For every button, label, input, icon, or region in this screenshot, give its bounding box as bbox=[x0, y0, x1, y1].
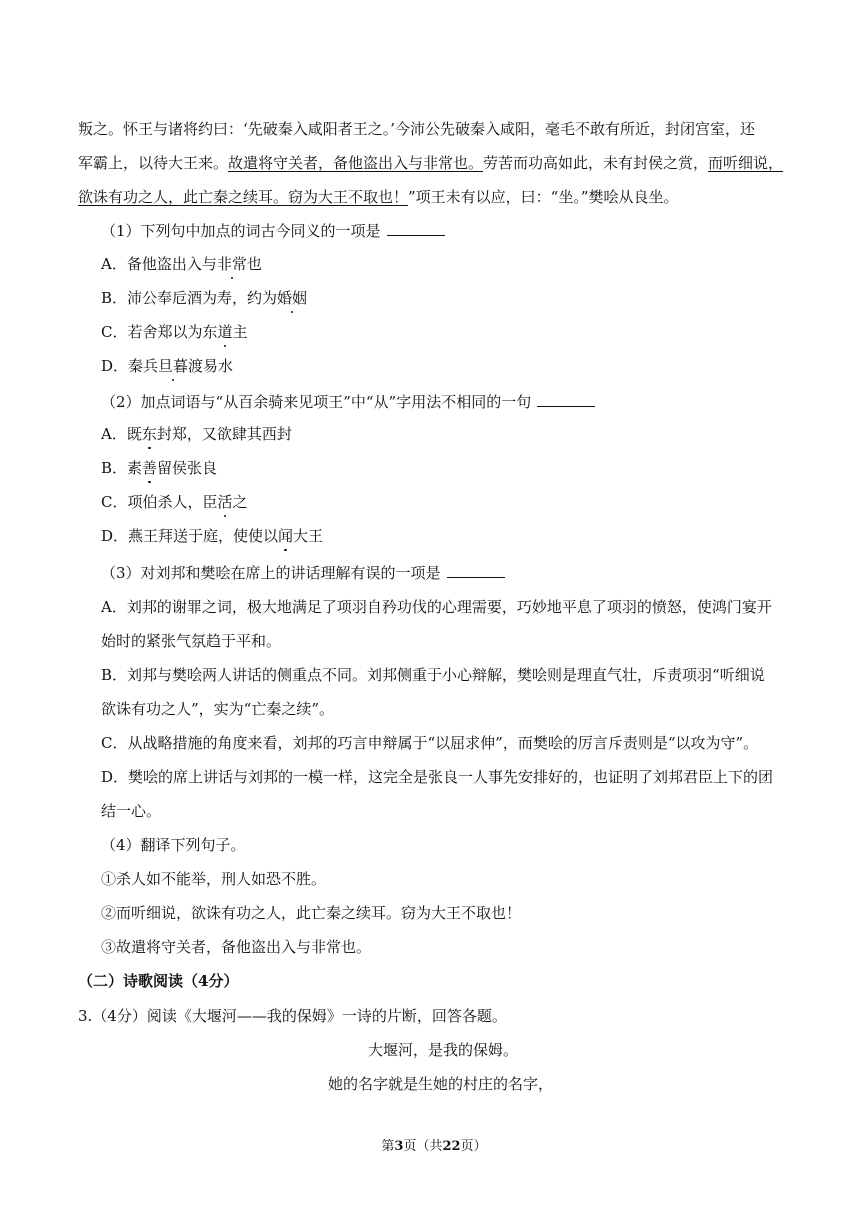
option-text: D．秦兵 bbox=[101, 357, 159, 375]
question-stem: （4）翻译下列句子。 bbox=[101, 836, 246, 854]
passage-line-1 bbox=[78, 119, 755, 139]
passage-line-3 bbox=[78, 187, 679, 207]
option-text: 留侯张良 bbox=[157, 459, 218, 477]
section-heading bbox=[78, 971, 238, 991]
q2-option-c bbox=[101, 492, 248, 512]
page-total: 22 bbox=[442, 1139, 461, 1154]
q2-stem bbox=[101, 392, 595, 412]
q1-stem bbox=[101, 221, 445, 241]
footer-text: 页） bbox=[460, 1139, 487, 1154]
option-text: A．备他盗出入与 bbox=[101, 255, 217, 273]
q4-sentence-2 bbox=[101, 903, 521, 923]
page-number: 3 bbox=[394, 1139, 404, 1154]
footer-text: 页（共 bbox=[403, 1139, 443, 1154]
dotted-word: 非常 bbox=[216, 255, 247, 273]
translate-sentence: ③故遣将守关者，备他盗出入与非常也。 bbox=[101, 938, 372, 956]
q3-option-b-line-1 bbox=[101, 665, 765, 685]
option-text: D．樊哙的席上讲话与刘邦的一模一样，这完全是张良一人事先安排好的，也证明了刘邦君臣上下的团 bbox=[101, 768, 774, 786]
answer-blank[interactable] bbox=[537, 392, 595, 407]
dotted-word: 婚姻 bbox=[277, 289, 308, 307]
q4-sentence-3 bbox=[101, 937, 371, 957]
q3-option-a-line-2 bbox=[101, 631, 281, 651]
option-text: 封郑，又欲肆其西封 bbox=[156, 425, 292, 443]
passage-text: 军霸上，以待大王来。 bbox=[78, 154, 229, 172]
section-title: （二）诗歌阅读（4分） bbox=[78, 972, 239, 990]
q3-option-c-line-1 bbox=[101, 733, 758, 753]
q3-option-a-line-1 bbox=[101, 597, 772, 617]
dotted-word: 东道主 bbox=[202, 323, 248, 341]
option-text: 始时的紧张气氛趋于平和。 bbox=[101, 632, 282, 650]
question-3-intro bbox=[78, 1006, 507, 1026]
underlined-sentence: 欲诛有功之人，此亡秦之续耳。窃为大王不取也！ bbox=[78, 188, 409, 206]
q2-option-b bbox=[101, 458, 217, 478]
translate-sentence: ①杀人如不能举，刑人如恐不胜。 bbox=[101, 870, 327, 888]
q3-option-d-line-2 bbox=[101, 801, 161, 821]
question-stem: （3）对刘邦和樊哙在席上的讲话理解有误的一项是 bbox=[101, 564, 441, 582]
option-text: B．素 bbox=[101, 459, 143, 477]
option-text: 渡易水 bbox=[188, 357, 234, 375]
translate-sentence: ②而听细说，欲诛有功之人，此亡秦之续耳。窃为大王不取也！ bbox=[101, 904, 522, 922]
option-text: D．燕王拜送于庭，使使以 bbox=[101, 527, 279, 545]
underlined-sentence: 而听细说， bbox=[708, 154, 784, 172]
option-text: A．刘邦的谢罪之词，极大地满足了项羽自矜功伐的心理需要，巧妙地平息了项羽的愤怒，使鸿门宴开 bbox=[101, 598, 772, 616]
poem-line-1 bbox=[368, 1040, 518, 1060]
underlined-sentence: 故遣将守关者，备他盗出入与非常也。 bbox=[228, 154, 484, 172]
option-text: 结一心。 bbox=[101, 802, 162, 820]
option-text: B．刘邦与樊哙两人讲话的侧重点不同。刘邦侧重于小心辩解，樊哙则是理直气壮，斥责项羽“听细说 bbox=[101, 666, 765, 684]
q4-stem bbox=[101, 835, 246, 855]
q2-option-a bbox=[101, 424, 292, 444]
page-footer bbox=[0, 1138, 868, 1156]
passage-text: 叛之。怀王与诸将约曰：‘先破秦入咸阳者王之。’今沛公先破秦入咸阳，毫毛不敢有所近，封闭宫室，还 bbox=[78, 120, 756, 138]
dotted-word: 善 bbox=[142, 459, 158, 477]
q1-option-c bbox=[101, 322, 248, 342]
answer-blank[interactable] bbox=[447, 563, 505, 578]
dotted-word: 闻 bbox=[278, 527, 294, 545]
poem-line-2 bbox=[328, 1074, 553, 1094]
q1-option-b bbox=[101, 288, 307, 308]
option-text: 欲诛有功之人”，实为“亡秦之续”。 bbox=[101, 700, 335, 718]
q3-option-d-line-1 bbox=[101, 767, 773, 787]
option-text: 之 bbox=[232, 493, 248, 511]
passage-text: ”项王未有以应，曰：“坐。”樊哙从良坐。 bbox=[408, 188, 679, 206]
option-text: 也 bbox=[246, 255, 262, 273]
q2-option-d bbox=[101, 526, 323, 546]
option-text: C．从战略措施的角度来看，刘邦的巧言申辩属于“以屈求伸”，而樊哙的厉言斥责则是“以攻为守”。 bbox=[101, 734, 759, 752]
poem-text: 她的名字就是生她的村庄的名字， bbox=[328, 1075, 554, 1093]
q4-sentence-1 bbox=[101, 869, 326, 889]
q1-option-a bbox=[101, 254, 262, 274]
dotted-word: 旦暮 bbox=[158, 357, 189, 375]
question-stem: （1）下列句中加点的词古今同义的一项是 bbox=[101, 222, 381, 240]
poem-text: 大堰河，是我的保姆。 bbox=[368, 1041, 519, 1059]
footer-text: 第 bbox=[381, 1139, 395, 1154]
option-text: C．项伯杀人，臣 bbox=[101, 493, 218, 511]
option-text: C．若舍郑以为 bbox=[101, 323, 203, 341]
dotted-word: 活 bbox=[217, 493, 233, 511]
answer-blank[interactable] bbox=[387, 221, 445, 236]
option-text: 大王 bbox=[293, 527, 324, 545]
option-text: B．沛公奉卮酒为寿，约为 bbox=[101, 289, 278, 307]
option-text: A．既 bbox=[101, 425, 142, 443]
passage-text: 劳苦而功高如此，未有封侯之赏， bbox=[483, 154, 709, 172]
question-stem: （2）加点词语与“从百余骑来见项王”中“从”字用法不相同的一句 bbox=[101, 393, 532, 411]
q1-option-d bbox=[101, 356, 233, 376]
q3-stem bbox=[101, 563, 505, 583]
question-stem: 3.（4分）阅读《大堰河——我的保姆》一诗的片断，回答各题。 bbox=[78, 1007, 507, 1025]
passage-line-2 bbox=[78, 153, 783, 173]
q3-option-b-line-2 bbox=[101, 699, 334, 719]
dotted-word: 东 bbox=[141, 425, 157, 443]
